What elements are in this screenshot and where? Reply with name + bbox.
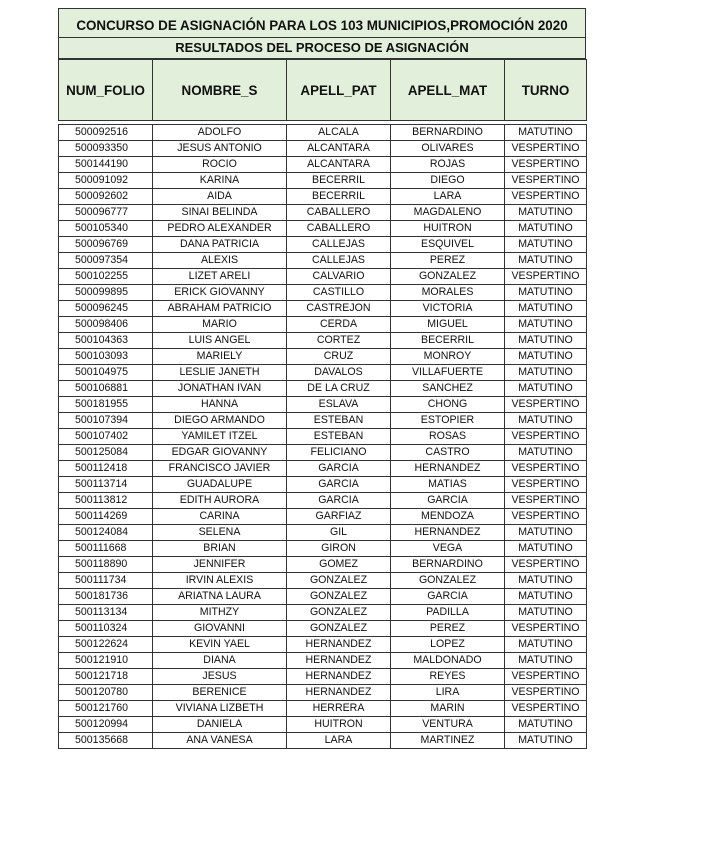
apell-pat-cell: CABALLERO xyxy=(287,221,391,237)
apell-pat-cell: BECERRIL xyxy=(287,173,391,189)
apell-mat-cell: ESQUIVEL xyxy=(391,237,505,253)
folio-cell: 500105340 xyxy=(59,221,153,237)
table-row xyxy=(59,717,587,733)
apell-mat-cell: MIGUEL xyxy=(391,317,505,333)
table-row xyxy=(59,509,587,525)
table-row xyxy=(59,221,587,237)
folio-cell: 500111734 xyxy=(59,573,153,589)
folio-cell: 500096245 xyxy=(59,301,153,317)
folio-cell: 500091092 xyxy=(59,173,153,189)
folio-cell: 500120780 xyxy=(59,685,153,701)
folio-cell: 500103093 xyxy=(59,349,153,365)
folio-cell: 500121718 xyxy=(59,669,153,685)
table-row xyxy=(59,621,587,637)
apell-mat-cell: VICTORIA xyxy=(391,301,505,317)
title-block xyxy=(58,8,586,59)
folio-cell: 500107402 xyxy=(59,429,153,445)
apell-pat-cell: FELICIANO xyxy=(287,445,391,461)
turno-cell: VESPERTINO xyxy=(505,461,587,477)
folio-cell: 500121760 xyxy=(59,701,153,717)
turno-cell: VESPERTINO xyxy=(505,189,587,205)
apell-mat-cell: MARTINEZ xyxy=(391,733,505,749)
turno-cell: VESPERTINO xyxy=(505,685,587,701)
nombre-cell: JONATHAN IVAN xyxy=(153,381,287,397)
folio-cell: 500120994 xyxy=(59,717,153,733)
nombre-cell: ANA VANESA xyxy=(153,733,287,749)
table-row xyxy=(59,349,587,365)
apell-mat-cell: CHONG xyxy=(391,397,505,413)
turno-cell: MATUTINO xyxy=(505,733,587,749)
column-header-apell-pat: APELL_PAT xyxy=(287,60,391,121)
column-header-nombre: NOMBRE_S xyxy=(153,60,287,121)
turno-cell: VESPERTINO xyxy=(505,429,587,445)
nombre-cell: JESUS xyxy=(153,669,287,685)
table-row xyxy=(59,301,587,317)
turno-cell: VESPERTINO xyxy=(505,141,587,157)
folio-cell: 500099895 xyxy=(59,285,153,301)
apell-mat-cell: GONZALEZ xyxy=(391,573,505,589)
apell-mat-cell: MATIAS xyxy=(391,477,505,493)
results-sheet xyxy=(58,8,586,749)
apell-pat-cell: GARFIAZ xyxy=(287,509,391,525)
folio-cell: 500114269 xyxy=(59,509,153,525)
turno-cell: MATUTINO xyxy=(505,333,587,349)
table-row xyxy=(59,173,587,189)
folio-cell: 500093350 xyxy=(59,141,153,157)
nombre-cell: GIOVANNI xyxy=(153,621,287,637)
apell-pat-cell: GIRON xyxy=(287,541,391,557)
turno-cell: MATUTINO xyxy=(505,589,587,605)
nombre-cell: HANNA xyxy=(153,397,287,413)
folio-cell: 500113714 xyxy=(59,477,153,493)
folio-cell: 500107394 xyxy=(59,413,153,429)
table-row xyxy=(59,573,587,589)
turno-cell: VESPERTINO xyxy=(505,669,587,685)
apell-mat-cell: ROSAS xyxy=(391,429,505,445)
folio-cell: 500104363 xyxy=(59,333,153,349)
turno-cell: MATUTINO xyxy=(505,365,587,381)
apell-mat-cell: BERNARDINO xyxy=(391,557,505,573)
apell-pat-cell: DAVALOS xyxy=(287,365,391,381)
turno-cell: MATUTINO xyxy=(505,317,587,333)
table-row xyxy=(59,237,587,253)
folio-cell: 500096769 xyxy=(59,237,153,253)
nombre-cell: AIDA xyxy=(153,189,287,205)
apell-pat-cell: BECERRIL xyxy=(287,189,391,205)
turno-cell: MATUTINO xyxy=(505,221,587,237)
apell-pat-cell: ALCANTARA xyxy=(287,141,391,157)
apell-pat-cell: CALLEJAS xyxy=(287,237,391,253)
turno-cell: MATUTINO xyxy=(505,525,587,541)
apell-pat-cell: HERNANDEZ xyxy=(287,669,391,685)
apell-mat-cell: MALDONADO xyxy=(391,653,505,669)
apell-pat-cell: ESTEBAN xyxy=(287,429,391,445)
apell-pat-cell: ESTEBAN xyxy=(287,413,391,429)
table-row xyxy=(59,205,587,221)
table-row xyxy=(59,461,587,477)
apell-mat-cell: OLIVARES xyxy=(391,141,505,157)
turno-cell: MATUTINO xyxy=(505,349,587,365)
header-row xyxy=(59,60,587,121)
nombre-cell: MARIO xyxy=(153,317,287,333)
table-row xyxy=(59,733,587,749)
apell-pat-cell: GIL xyxy=(287,525,391,541)
document-title: CONCURSO DE ASIGNACIÓN PARA LOS 103 MUNICIPIOS,PROMOCIÓN 2020 xyxy=(59,9,585,38)
turno-cell: VESPERTINO xyxy=(505,493,587,509)
nombre-cell: ADOLFO xyxy=(153,125,287,141)
apell-mat-cell: MORALES xyxy=(391,285,505,301)
apell-mat-cell: ROJAS xyxy=(391,157,505,173)
turno-cell: VESPERTINO xyxy=(505,173,587,189)
apell-pat-cell: ESLAVA xyxy=(287,397,391,413)
apell-pat-cell: GARCIA xyxy=(287,461,391,477)
apell-pat-cell: CASTREJON xyxy=(287,301,391,317)
apell-mat-cell: GARCIA xyxy=(391,493,505,509)
apell-mat-cell: BECERRIL xyxy=(391,333,505,349)
folio-cell: 500098406 xyxy=(59,317,153,333)
nombre-cell: ALEXIS xyxy=(153,253,287,269)
nombre-cell: LIZET ARELI xyxy=(153,269,287,285)
document-subtitle: RESULTADOS DEL PROCESO DE ASIGNACIÓN xyxy=(175,40,469,55)
folio-cell: 500111668 xyxy=(59,541,153,557)
folio-cell: 500092602 xyxy=(59,189,153,205)
apell-pat-cell: GARCIA xyxy=(287,477,391,493)
nombre-cell: FRANCISCO JAVIER xyxy=(153,461,287,477)
table-row xyxy=(59,333,587,349)
table-row xyxy=(59,445,587,461)
apell-mat-cell: MAGDALENO xyxy=(391,205,505,221)
folio-cell: 500121910 xyxy=(59,653,153,669)
folio-cell: 500102255 xyxy=(59,269,153,285)
turno-cell: MATUTINO xyxy=(505,205,587,221)
nombre-cell: DIANA xyxy=(153,653,287,669)
apell-mat-cell: HERNANDEZ xyxy=(391,461,505,477)
turno-cell: MATUTINO xyxy=(505,573,587,589)
nombre-cell: VIVIANA LIZBETH xyxy=(153,701,287,717)
apell-pat-cell: GONZALEZ xyxy=(287,573,391,589)
apell-mat-cell: ESTOPIER xyxy=(391,413,505,429)
apell-mat-cell: LARA xyxy=(391,189,505,205)
table-row xyxy=(59,429,587,445)
apell-mat-cell: CASTRO xyxy=(391,445,505,461)
turno-cell: VESPERTINO xyxy=(505,477,587,493)
folio-cell: 500144190 xyxy=(59,157,153,173)
table-row xyxy=(59,653,587,669)
nombre-cell: LESLIE JANETH xyxy=(153,365,287,381)
folio-cell: 500097354 xyxy=(59,253,153,269)
turno-cell: MATUTINO xyxy=(505,285,587,301)
table-row xyxy=(59,189,587,205)
turno-cell: MATUTINO xyxy=(505,637,587,653)
folio-cell: 500122624 xyxy=(59,637,153,653)
nombre-cell: KEVIN YAEL xyxy=(153,637,287,653)
nombre-cell: DANA PATRICIA xyxy=(153,237,287,253)
turno-cell: MATUTINO xyxy=(505,253,587,269)
table-row xyxy=(59,525,587,541)
nombre-cell: ROCIO xyxy=(153,157,287,173)
apell-pat-cell: DE LA CRUZ xyxy=(287,381,391,397)
nombre-cell: CARINA xyxy=(153,509,287,525)
table-row xyxy=(59,397,587,413)
nombre-cell: ERICK GIOVANNY xyxy=(153,285,287,301)
table-row xyxy=(59,589,587,605)
turno-cell: MATUTINO xyxy=(505,717,587,733)
nombre-cell: GUADALUPE xyxy=(153,477,287,493)
table-row xyxy=(59,365,587,381)
table-row xyxy=(59,317,587,333)
turno-cell: MATUTINO xyxy=(505,605,587,621)
table-row xyxy=(59,125,587,141)
nombre-cell: YAMILET ITZEL xyxy=(153,429,287,445)
apell-mat-cell: BERNARDINO xyxy=(391,125,505,141)
apell-mat-cell: GARCIA xyxy=(391,589,505,605)
nombre-cell: LUIS ANGEL xyxy=(153,333,287,349)
apell-pat-cell: GOMEZ xyxy=(287,557,391,573)
folio-cell: 500092516 xyxy=(59,125,153,141)
apell-mat-cell: VILLAFUERTE xyxy=(391,365,505,381)
folio-cell: 500118890 xyxy=(59,557,153,573)
apell-pat-cell: HERRERA xyxy=(287,701,391,717)
nombre-cell: DANIELA xyxy=(153,717,287,733)
turno-cell: VESPERTINO xyxy=(505,557,587,573)
nombre-cell: IRVIN ALEXIS xyxy=(153,573,287,589)
column-header-turno: TURNO xyxy=(505,60,587,121)
apell-mat-cell: HUITRON xyxy=(391,221,505,237)
apell-mat-cell: PEREZ xyxy=(391,621,505,637)
table-row xyxy=(59,637,587,653)
apell-pat-cell: HERNANDEZ xyxy=(287,653,391,669)
results-table xyxy=(58,59,587,749)
turno-cell: VESPERTINO xyxy=(505,701,587,717)
apell-mat-cell: DIEGO xyxy=(391,173,505,189)
turno-cell: MATUTINO xyxy=(505,381,587,397)
column-header-num-folio: NUM_FOLIO xyxy=(59,60,153,121)
nombre-cell: SELENA xyxy=(153,525,287,541)
nombre-cell: ABRAHAM PATRICIO xyxy=(153,301,287,317)
apell-mat-cell: LIRA xyxy=(391,685,505,701)
nombre-cell: DIEGO ARMANDO xyxy=(153,413,287,429)
nombre-cell: ARIATNA LAURA xyxy=(153,589,287,605)
folio-cell: 500112418 xyxy=(59,461,153,477)
apell-mat-cell: LOPEZ xyxy=(391,637,505,653)
apell-pat-cell: GONZALEZ xyxy=(287,605,391,621)
table-row xyxy=(59,253,587,269)
turno-cell: VESPERTINO xyxy=(505,621,587,637)
nombre-cell: JENNIFER xyxy=(153,557,287,573)
turno-cell: MATUTINO xyxy=(505,653,587,669)
nombre-cell: BERENICE xyxy=(153,685,287,701)
table-row xyxy=(59,557,587,573)
nombre-cell: PEDRO ALEXANDER xyxy=(153,221,287,237)
folio-cell: 500110324 xyxy=(59,621,153,637)
apell-pat-cell: HERNANDEZ xyxy=(287,685,391,701)
table-row xyxy=(59,141,587,157)
apell-pat-cell: ALCALA xyxy=(287,125,391,141)
table-body xyxy=(59,121,587,749)
apell-pat-cell: CERDA xyxy=(287,317,391,333)
turno-cell: MATUTINO xyxy=(505,541,587,557)
nombre-cell: EDGAR GIOVANNY xyxy=(153,445,287,461)
turno-cell: MATUTINO xyxy=(505,445,587,461)
folio-cell: 500096777 xyxy=(59,205,153,221)
turno-cell: VESPERTINO xyxy=(505,157,587,173)
folio-cell: 500125084 xyxy=(59,445,153,461)
apell-mat-cell: MENDOZA xyxy=(391,509,505,525)
apell-mat-cell: MARIN xyxy=(391,701,505,717)
apell-pat-cell: CASTILLO xyxy=(287,285,391,301)
apell-mat-cell: GONZALEZ xyxy=(391,269,505,285)
folio-cell: 500124084 xyxy=(59,525,153,541)
turno-cell: VESPERTINO xyxy=(505,269,587,285)
folio-cell: 500135668 xyxy=(59,733,153,749)
table-row xyxy=(59,669,587,685)
column-header-apell-mat: APELL_MAT xyxy=(391,60,505,121)
apell-pat-cell: GARCIA xyxy=(287,493,391,509)
folio-cell: 500181955 xyxy=(59,397,153,413)
apell-pat-cell: GONZALEZ xyxy=(287,621,391,637)
apell-mat-cell: PADILLA xyxy=(391,605,505,621)
apell-mat-cell: SANCHEZ xyxy=(391,381,505,397)
apell-mat-cell: REYES xyxy=(391,669,505,685)
folio-cell: 500106881 xyxy=(59,381,153,397)
nombre-cell: SINAI BELINDA xyxy=(153,205,287,221)
apell-pat-cell: LARA xyxy=(287,733,391,749)
nombre-cell: KARINA xyxy=(153,173,287,189)
nombre-cell: MARIELY xyxy=(153,349,287,365)
apell-pat-cell: CALLEJAS xyxy=(287,253,391,269)
table-row xyxy=(59,285,587,301)
table-row xyxy=(59,157,587,173)
table-row xyxy=(59,541,587,557)
table-row xyxy=(59,685,587,701)
apell-pat-cell: CABALLERO xyxy=(287,205,391,221)
apell-pat-cell: CALVARIO xyxy=(287,269,391,285)
apell-pat-cell: CORTEZ xyxy=(287,333,391,349)
apell-mat-cell: PEREZ xyxy=(391,253,505,269)
apell-mat-cell: HERNANDEZ xyxy=(391,525,505,541)
turno-cell: MATUTINO xyxy=(505,413,587,429)
nombre-cell: JESUS ANTONIO xyxy=(153,141,287,157)
turno-cell: MATUTINO xyxy=(505,125,587,141)
nombre-cell: MITHZY xyxy=(153,605,287,621)
apell-pat-cell: CRUZ xyxy=(287,349,391,365)
folio-cell: 500181736 xyxy=(59,589,153,605)
table-row xyxy=(59,493,587,509)
turno-cell: VESPERTINO xyxy=(505,397,587,413)
turno-cell: MATUTINO xyxy=(505,301,587,317)
nombre-cell: BRIAN xyxy=(153,541,287,557)
folio-cell: 500113134 xyxy=(59,605,153,621)
table-row xyxy=(59,381,587,397)
apell-pat-cell: HERNANDEZ xyxy=(287,637,391,653)
apell-pat-cell: ALCANTARA xyxy=(287,157,391,173)
folio-cell: 500104975 xyxy=(59,365,153,381)
apell-pat-cell: GONZALEZ xyxy=(287,589,391,605)
apell-pat-cell: HUITRON xyxy=(287,717,391,733)
turno-cell: VESPERTINO xyxy=(505,509,587,525)
table-row xyxy=(59,477,587,493)
table-row xyxy=(59,701,587,717)
apell-mat-cell: MONROY xyxy=(391,349,505,365)
apell-mat-cell: VEGA xyxy=(391,541,505,557)
table-row xyxy=(59,269,587,285)
turno-cell: MATUTINO xyxy=(505,237,587,253)
apell-mat-cell: VENTURA xyxy=(391,717,505,733)
table-row xyxy=(59,413,587,429)
table-row xyxy=(59,605,587,621)
nombre-cell: EDITH AURORA xyxy=(153,493,287,509)
folio-cell: 500113812 xyxy=(59,493,153,509)
